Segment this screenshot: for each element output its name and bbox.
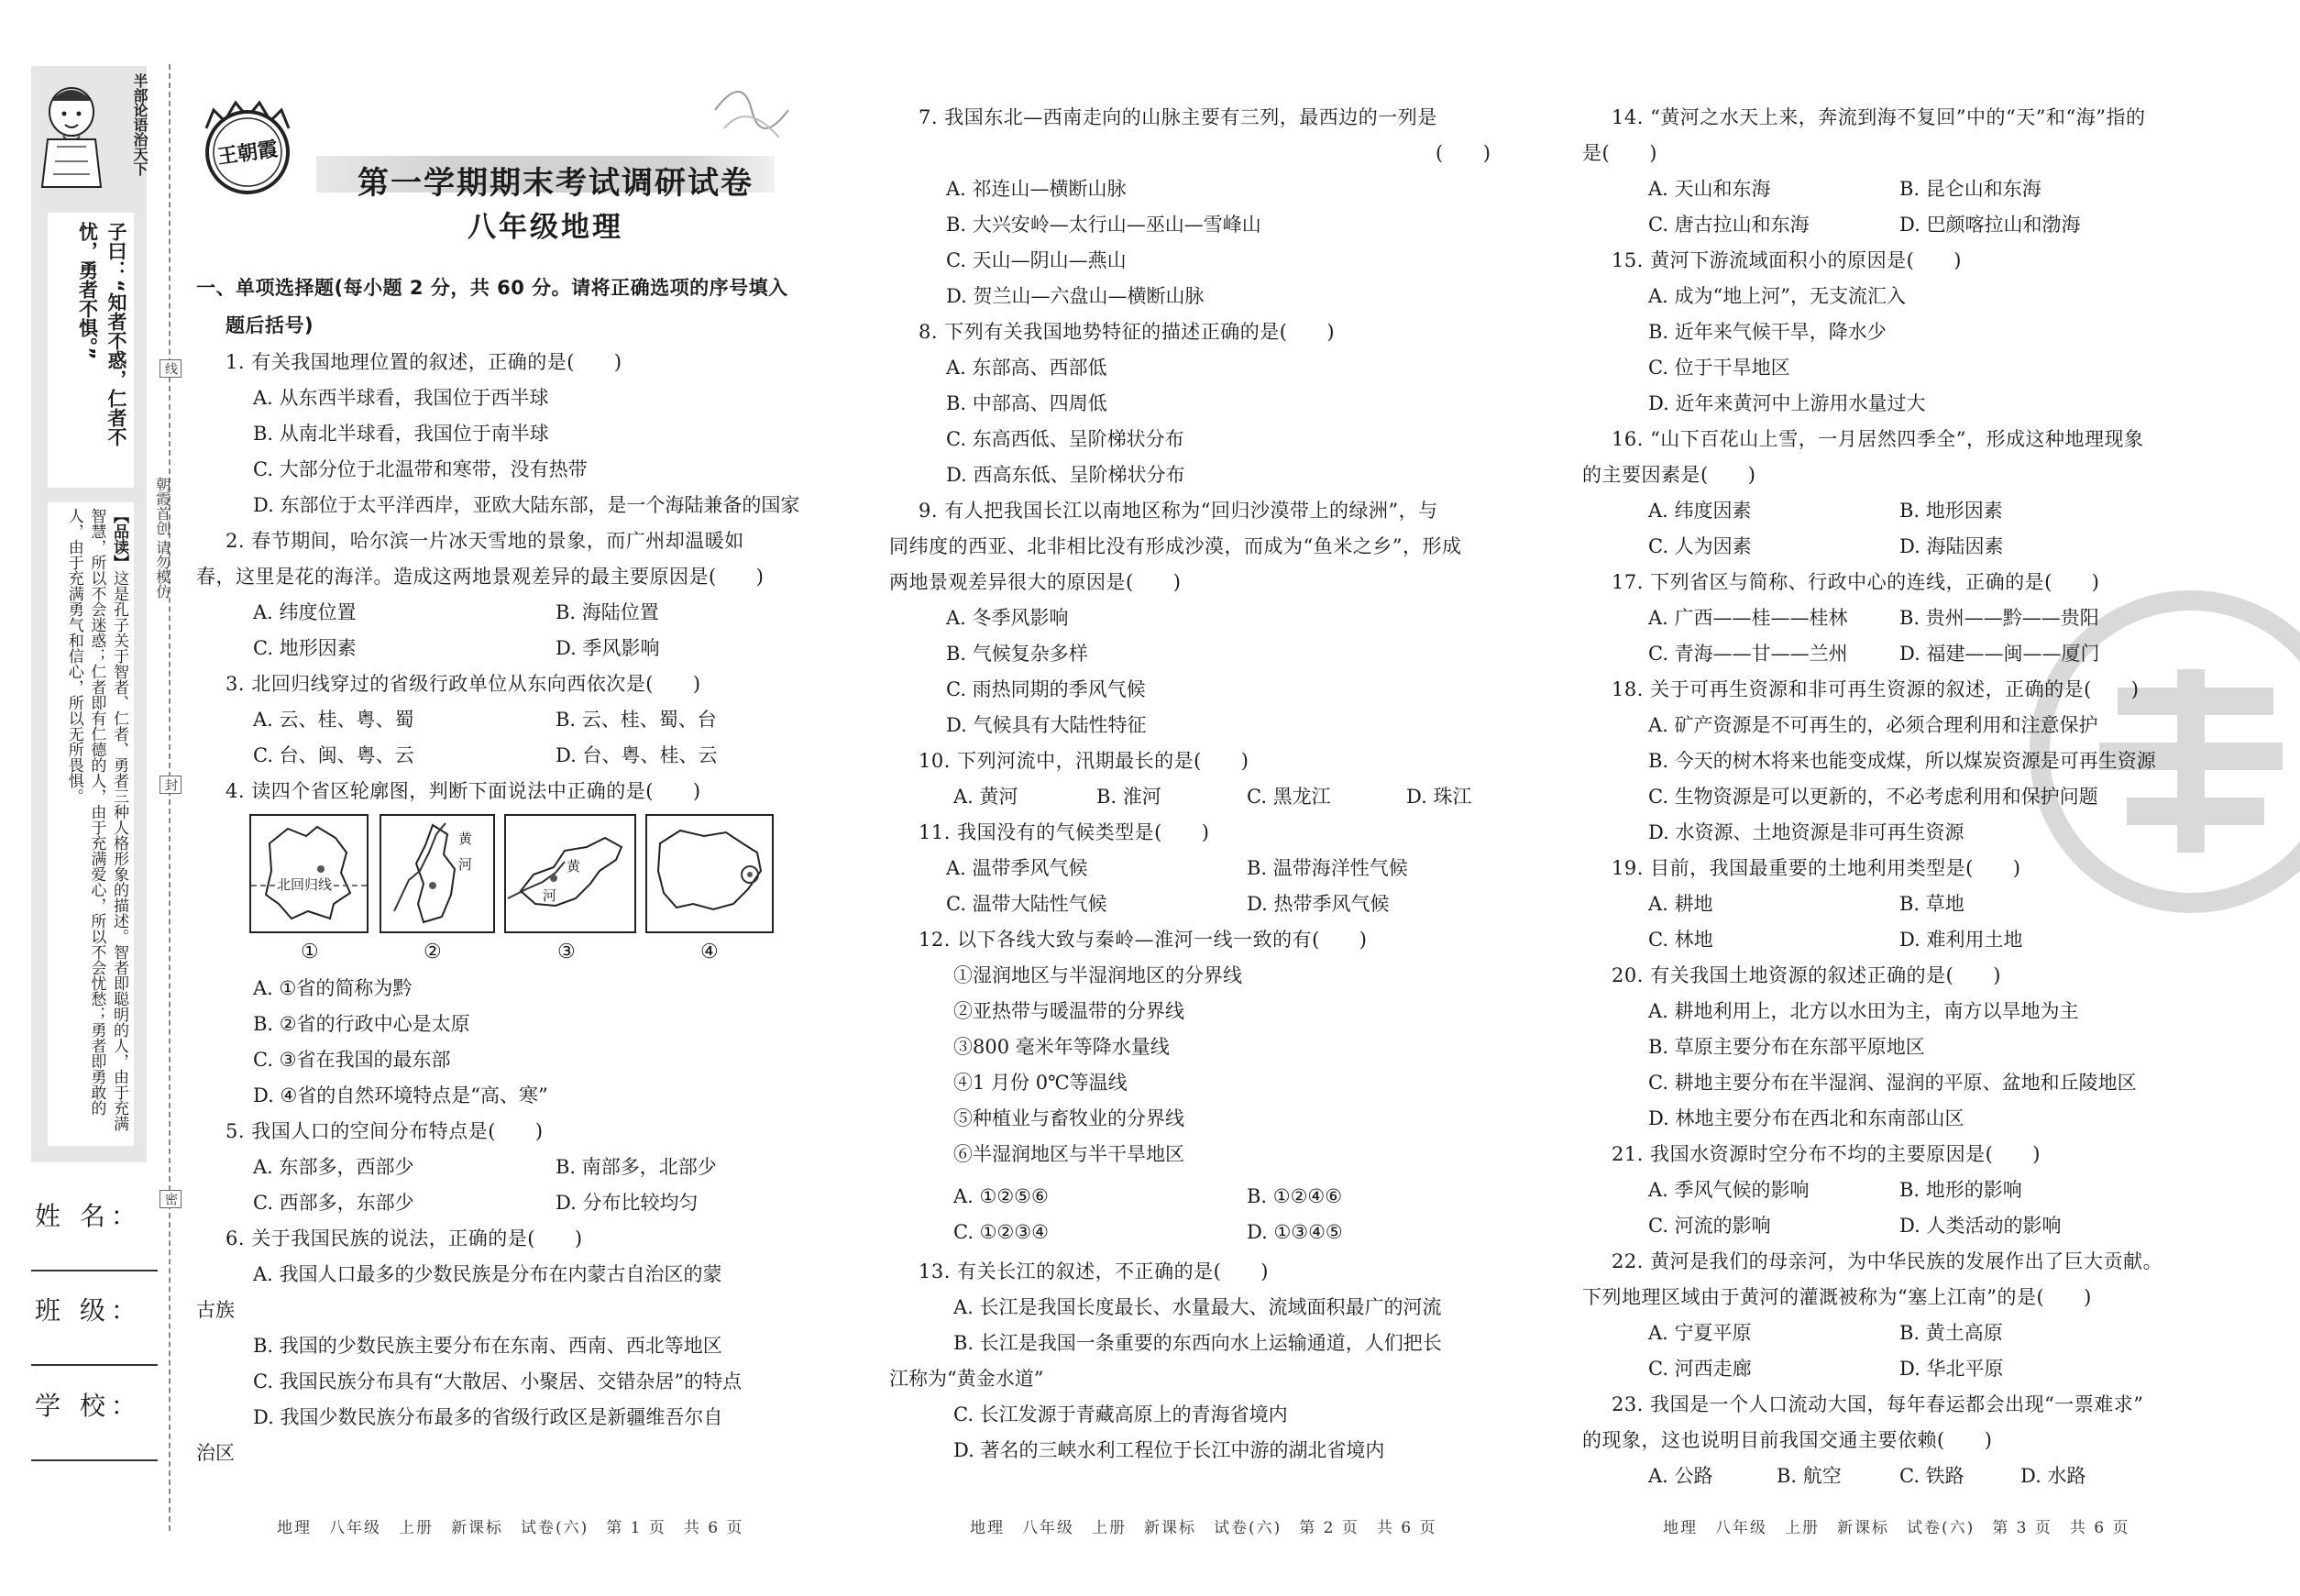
q14-option-c[interactable]: C. 唐古拉山和东海 bbox=[1648, 214, 1810, 236]
q22-option-c[interactable]: C. 河西走廊 bbox=[1648, 1358, 1752, 1380]
question-22-cont: 下列地理区域由于黄河的灌溉被称为“塞上江南”的是( ) bbox=[1582, 1286, 2092, 1308]
province-map-3 bbox=[504, 814, 636, 933]
q3-option-c[interactable]: C. 台、闽、粤、云 bbox=[253, 744, 414, 766]
q1-option-d[interactable]: D. 东部位于太平洋西岸，亚欧大陆东部，是一个海陆兼备的国家 bbox=[253, 494, 800, 516]
q8-option-b[interactable]: B. 中部高、四周低 bbox=[946, 392, 1107, 414]
q18-option-b[interactable]: B. 今天的树木将来也能变成煤，所以煤炭资源是可再生资源 bbox=[1648, 750, 2156, 772]
q8-option-a[interactable]: A. 东部高、西部低 bbox=[946, 357, 1107, 379]
corner-quote: 半部论语治天下 bbox=[131, 73, 149, 176]
q23-option-b[interactable]: B. 航空 bbox=[1777, 1465, 1842, 1487]
q12-option-c[interactable]: C. ①②③④ bbox=[953, 1221, 1049, 1243]
q9-option-c[interactable]: C. 雨热同期的季风气候 bbox=[946, 678, 1146, 700]
province-map-2 bbox=[380, 814, 495, 933]
q6-option-a[interactable]: A. 我国人口最多的少数民族是分布在内蒙古自治区的蒙 bbox=[253, 1263, 722, 1285]
quote-box bbox=[48, 213, 134, 488]
q18-option-a[interactable]: A. 矿产资源是不可再生的，必须合理利用和注意保护 bbox=[1648, 714, 2098, 736]
page-footer-1: 地理 八年级 上册 新课标 试卷(六) 第 1 页 共 6 页 bbox=[277, 1519, 744, 1537]
page-footer-2: 地理 八年级 上册 新课标 试卷(六) 第 2 页 共 6 页 bbox=[970, 1519, 1437, 1537]
q17-option-b[interactable]: B. 贵州——黔——贵阳 bbox=[1899, 607, 2099, 629]
logo-text: 王朝霞 bbox=[215, 137, 280, 170]
pindu-label: 【品读】 bbox=[110, 508, 128, 570]
bind-mark-line: 线 bbox=[160, 359, 182, 378]
map3-label-huang: 黄 bbox=[567, 858, 581, 875]
q15-option-d[interactable]: D. 近年来黄河中上游用水量过大 bbox=[1648, 392, 1926, 414]
question-4: 4. 读四个省区轮廓图，判断下面说法中正确的是( ) bbox=[226, 780, 701, 802]
name-label: 姓 名： bbox=[35, 1201, 142, 1231]
q20-option-b[interactable]: B. 草原主要分布在东部平原地区 bbox=[1648, 1036, 1925, 1058]
section-heading: 一、单项选择题(每小题 2 分，共 60 分。请将正确选项的序号填入 bbox=[196, 277, 788, 299]
q20-option-a[interactable]: A. 耕地利用上，北方以水田为主，南方以旱地为主 bbox=[1648, 1000, 2079, 1022]
q14-option-d[interactable]: D. 巴颜喀拉山和渤海 bbox=[1899, 214, 2081, 236]
map-number-1: ① bbox=[301, 941, 319, 963]
decorative-ribbon-icon bbox=[697, 73, 798, 156]
province-map-1 bbox=[249, 814, 369, 933]
q2-option-b[interactable]: B. 海陆位置 bbox=[556, 601, 659, 623]
q7-option-a[interactable]: A. 祁连山—横断山脉 bbox=[946, 178, 1127, 200]
q18-option-c[interactable]: C. 生物资源是可以更新的，不必考虑利用和保护问题 bbox=[1648, 786, 2098, 808]
name-field[interactable] bbox=[31, 1270, 158, 1271]
question-9-cont: 同纬度的西亚、北非相比没有形成沙漠，而成为“鱼米之乡”，形成 bbox=[889, 535, 1462, 557]
question-5: 5. 我国人口的空间分布特点是( ) bbox=[226, 1120, 544, 1142]
question-22: 22. 黄河是我们的母亲河，为中华民族的发展作出了巨大贡献。 bbox=[1612, 1250, 2163, 1272]
q4-option-c[interactable]: C. ③省在我国的最东部 bbox=[253, 1049, 451, 1071]
q5-option-c[interactable]: C. 西部多，东部少 bbox=[253, 1192, 414, 1214]
question-20: 20. 有关我国土地资源的叙述正确的是( ) bbox=[1612, 964, 2001, 986]
q15-option-a[interactable]: A. 成为“地上河”，无支流汇入 bbox=[1648, 285, 1906, 307]
q21-option-a[interactable]: A. 季风气候的影响 bbox=[1648, 1179, 1810, 1201]
q19-option-c[interactable]: C. 林地 bbox=[1648, 929, 1713, 951]
q22-option-d[interactable]: D. 华北平原 bbox=[1899, 1358, 2004, 1380]
question-9-cont-2: 两地景观差异很大的原因是( ) bbox=[889, 571, 1182, 593]
q12-option-b[interactable]: B. ①②④⑥ bbox=[1247, 1185, 1343, 1207]
q19-option-a[interactable]: A. 耕地 bbox=[1648, 893, 1713, 915]
q11-option-c[interactable]: C. 温带大陆性气候 bbox=[946, 893, 1107, 915]
q6-option-c[interactable]: C. 我国民族分布具有“大散居、小聚居、交错杂居”的特点 bbox=[253, 1370, 743, 1392]
pindu-box bbox=[48, 502, 134, 1146]
question-2-cont: 春，这里是花的海洋。造成这两地景观差异的最主要原因是( ) bbox=[196, 566, 765, 588]
q4-option-d[interactable]: D. ④省的自然环境特点是“高、寒” bbox=[253, 1084, 548, 1106]
pindu-body: 这是孔子关于智者、仁者、勇者三种人格形象的描述。智者即聪明的人，由于充满智慧，所以不会迷惑；仁者即有仁德的人，由于充满爱心，所以不会忧愁；勇者即勇敢的人，由于充满勇气和信心，所以无所畏惧。 bbox=[64, 508, 128, 1131]
q16-option-d[interactable]: D. 海陆因素 bbox=[1899, 535, 2004, 557]
q1-option-c[interactable]: C. 大部分位于北温带和寒带，没有热带 bbox=[253, 458, 588, 480]
q3-option-d[interactable]: D. 台、粤、桂、云 bbox=[556, 744, 718, 766]
pindu-text bbox=[62, 508, 130, 1140]
exam-title: 第一学期期末考试调研试卷 bbox=[358, 165, 754, 202]
q22-option-a[interactable]: A. 宁夏平原 bbox=[1648, 1322, 1752, 1344]
q9-option-d[interactable]: D. 气候具有大陆性特征 bbox=[946, 714, 1147, 736]
logo-seal-icon bbox=[188, 92, 307, 197]
question-6: 6. 关于我国民族的说法，正确的是( ) bbox=[226, 1227, 583, 1249]
q6-option-b[interactable]: B. 我国的少数民族主要分布在东南、西南、西北等地区 bbox=[253, 1335, 722, 1357]
q12-item-5: ⑤种植业与畜牧业的分界线 bbox=[953, 1107, 1184, 1129]
q15-option-c[interactable]: C. 位于干旱地区 bbox=[1648, 357, 1790, 379]
school-field[interactable] bbox=[31, 1459, 158, 1461]
q12-item-4: ④1 月份 0℃等温线 bbox=[953, 1072, 1128, 1094]
q6-option-d[interactable]: D. 我国少数民族分布最多的省级行政区是新疆维吾尔自 bbox=[253, 1406, 723, 1428]
province-map-4 bbox=[645, 814, 774, 933]
question-18: 18. 关于可再生资源和非可再生资源的叙述，正确的是( ) bbox=[1612, 678, 2140, 700]
map1-label-tropic: 北回归线 bbox=[277, 876, 333, 893]
q8-option-d[interactable]: D. 西高东低、呈阶梯状分布 bbox=[946, 464, 1185, 486]
q20-option-c[interactable]: C. 耕地主要分布在半湿润、湿润的平原、盆地和丘陵地区 bbox=[1648, 1072, 2137, 1094]
bind-mark-secret: 密 bbox=[160, 1190, 182, 1208]
q22-option-b[interactable]: B. 黄土高原 bbox=[1899, 1322, 2003, 1344]
question-8: 8. 下列有关我国地势特征的描述正确的是( ) bbox=[919, 321, 1336, 343]
q14-option-b[interactable]: B. 昆仑山和东海 bbox=[1899, 178, 2041, 200]
q12-item-3: ③800 毫米年等降水量线 bbox=[953, 1036, 1170, 1058]
map-number-4: ④ bbox=[700, 941, 719, 963]
q13-option-c[interactable]: C. 长江发源于青藏高原上的青海省境内 bbox=[953, 1403, 1288, 1425]
map-number-2: ② bbox=[424, 941, 442, 963]
school-label: 学 校： bbox=[35, 1391, 142, 1421]
q1-option-a[interactable]: A. 从东西半球看，我国位于西半球 bbox=[253, 387, 549, 409]
q5-option-a[interactable]: A. 东部多，西部少 bbox=[253, 1156, 414, 1178]
map2-label-huang: 黄 bbox=[458, 831, 473, 847]
q9-option-b[interactable]: B. 气候复杂多样 bbox=[946, 643, 1088, 665]
q21-option-c[interactable]: C. 河流的影响 bbox=[1648, 1215, 1771, 1237]
q3-option-b[interactable]: B. 云、桂、蜀、台 bbox=[556, 709, 717, 731]
q17-option-c[interactable]: C. 青海——甘——兰州 bbox=[1648, 643, 1848, 665]
section-heading-2: 题后括号) bbox=[226, 314, 314, 336]
q6-option-d-cont: 治区 bbox=[196, 1442, 235, 1464]
q12-option-d[interactable]: D. ①③④⑤ bbox=[1247, 1221, 1343, 1243]
q10-option-a[interactable]: A. 黄河 bbox=[953, 786, 1018, 808]
q10-option-d[interactable]: D. 珠江 bbox=[1406, 786, 1472, 808]
q23-option-c[interactable]: C. 铁路 bbox=[1899, 1465, 1964, 1487]
binding-line bbox=[169, 64, 171, 1531]
q2-option-d[interactable]: D. 季风影响 bbox=[556, 637, 660, 659]
q23-option-d[interactable]: D. 水路 bbox=[2020, 1465, 2086, 1487]
question-21: 21. 我国水资源时空分布不均的主要原因是( ) bbox=[1612, 1143, 2041, 1165]
q17-option-a[interactable]: A. 广西——桂——桂林 bbox=[1648, 607, 1848, 629]
question-23-cont: 的现象，这也说明目前我国交通主要依赖( ) bbox=[1582, 1429, 1993, 1451]
q12-option-a[interactable]: A. ①②⑤⑥ bbox=[953, 1185, 1049, 1207]
q19-option-d[interactable]: D. 难利用土地 bbox=[1899, 929, 2023, 951]
q5-option-b[interactable]: B. 南部多，北部少 bbox=[556, 1156, 717, 1178]
q12-item-6: ⑥半湿润地区与半干旱地区 bbox=[953, 1143, 1184, 1165]
q4-option-b[interactable]: B. ②省的行政中心是太原 bbox=[253, 1013, 470, 1035]
question-9: 9. 有人把我国长江以南地区称为“回归沙漠带上的绿洲”，与 bbox=[919, 500, 1438, 522]
q13-option-b-cont: 江称为“黄金水道” bbox=[889, 1368, 1044, 1390]
class-field[interactable] bbox=[31, 1364, 158, 1366]
q10-option-b[interactable]: B. 淮河 bbox=[1096, 786, 1161, 808]
cartoon-confucius-icon bbox=[35, 73, 108, 193]
q7-option-d[interactable]: D. 贺兰山—六盘山—横断山脉 bbox=[946, 285, 1205, 307]
q15-option-b[interactable]: B. 近年来气候干旱，降水少 bbox=[1648, 321, 1887, 343]
map2-label-he: 河 bbox=[458, 856, 473, 873]
question-2: 2. 春节期间，哈尔滨一片冰天雪地的景象，而广州却温暖如 bbox=[226, 530, 744, 552]
q9-option-a[interactable]: A. 冬季风影响 bbox=[946, 607, 1069, 629]
question-14: 14. “黄河之水天上来，奔流到海不复回”中的“天”和“海”指的 bbox=[1612, 106, 2146, 128]
exam-subtitle: 八年级地理 bbox=[468, 211, 623, 244]
question-3: 3. 北回归线穿过的省级行政单位从东向西依次是( ) bbox=[226, 673, 701, 695]
question-14-cont: 是( ) bbox=[1582, 142, 1657, 164]
q13-option-b[interactable]: B. 长江是我国一条重要的东西向水上运输通道，人们把长 bbox=[953, 1332, 1442, 1354]
q6-option-a-cont: 古族 bbox=[196, 1299, 235, 1321]
q11-option-a[interactable]: A. 温带季风气候 bbox=[946, 857, 1088, 879]
question-23: 23. 我国是一个人口流动大国，每年春运都会出现“一票难求” bbox=[1612, 1393, 2144, 1415]
q18-option-d[interactable]: D. 水资源、土地资源是非可再生资源 bbox=[1648, 821, 1964, 843]
q7-option-c[interactable]: C. 天山—阴山—燕山 bbox=[946, 249, 1127, 271]
quote-main: 子曰：“知者不惑，仁者不忧，勇者不惧。” bbox=[76, 222, 127, 446]
q16-option-b[interactable]: B. 地形因素 bbox=[1899, 500, 2003, 522]
question-10: 10. 下列河流中，汛期最长的是( ) bbox=[919, 750, 1249, 772]
question-11: 11. 我国没有的气候类型是( ) bbox=[919, 821, 1210, 843]
q13-option-a[interactable]: A. 长江是我国长度最长、水量最大、流域面积最广的河流 bbox=[953, 1296, 1442, 1318]
q5-option-d[interactable]: D. 分布比较均匀 bbox=[556, 1192, 699, 1214]
q11-option-d[interactable]: D. 热带季风气候 bbox=[1247, 893, 1390, 915]
q12-item-2: ②亚热带与暖温带的分界线 bbox=[953, 1000, 1184, 1022]
q4-option-a[interactable]: A. ①省的简称为黔 bbox=[253, 977, 413, 999]
side-note: 朝霞首创 请勿模仿 bbox=[153, 477, 171, 600]
q2-option-a[interactable]: A. 纬度位置 bbox=[253, 601, 357, 623]
question-7-paren: ( ) bbox=[1436, 142, 1491, 164]
q1-option-b[interactable]: B. 从南北半球看，我国位于南半球 bbox=[253, 423, 549, 445]
q11-option-b[interactable]: B. 温带海洋性气候 bbox=[1247, 857, 1408, 879]
q21-option-d[interactable]: D. 人类活动的影响 bbox=[1899, 1215, 2062, 1237]
q14-option-a[interactable]: A. 天山和东海 bbox=[1648, 178, 1771, 200]
q13-option-d[interactable]: D. 著名的三峡水利工程位于长江中游的湖北省境内 bbox=[953, 1439, 1385, 1461]
question-16-cont: 的主要因素是( ) bbox=[1582, 464, 1756, 486]
class-label: 班 级： bbox=[35, 1295, 142, 1326]
q23-option-a[interactable]: A. 公路 bbox=[1648, 1465, 1713, 1487]
question-7: 7. 我国东北—西南走向的山脉主要有三列，最西边的一列是 bbox=[919, 106, 1437, 128]
question-15: 15. 黄河下游流域面积小的原因是( ) bbox=[1612, 249, 1962, 271]
question-17: 17. 下列省区与简称、行政中心的连线，正确的是( ) bbox=[1612, 571, 2100, 593]
map3-label-he: 河 bbox=[543, 887, 557, 904]
q3-option-a[interactable]: A. 云、桂、粤、蜀 bbox=[253, 709, 414, 731]
q16-option-c[interactable]: C. 人为因素 bbox=[1648, 535, 1752, 557]
q16-option-a[interactable]: A. 纬度因素 bbox=[1648, 500, 1752, 522]
q7-option-b[interactable]: B. 大兴安岭—太行山—巫山—雪峰山 bbox=[946, 214, 1261, 236]
q12-item-1: ①湿润地区与半湿润地区的分界线 bbox=[953, 964, 1242, 986]
q20-option-d[interactable]: D. 林地主要分布在西北和东南部山区 bbox=[1648, 1107, 1964, 1129]
map-number-3: ③ bbox=[557, 941, 576, 963]
q19-option-b[interactable]: B. 草地 bbox=[1899, 893, 1964, 915]
bind-mark-seal: 封 bbox=[160, 776, 182, 794]
question-16: 16. “山下百花山上雪，一月居然四季全”，形成这种地理现象 bbox=[1612, 428, 2144, 450]
q8-option-c[interactable]: C. 东高西低、呈阶梯状分布 bbox=[946, 428, 1184, 450]
q17-option-d[interactable]: D. 福建——闽——厦门 bbox=[1899, 643, 2100, 665]
question-12: 12. 以下各线大致与秦岭—淮河一线一致的有( ) bbox=[919, 929, 1368, 951]
question-13: 13. 有关长江的叙述，不正确的是( ) bbox=[919, 1260, 1269, 1282]
q10-option-c[interactable]: C. 黑龙江 bbox=[1247, 786, 1331, 808]
q21-option-b[interactable]: B. 地形的影响 bbox=[1899, 1179, 2022, 1201]
question-19: 19. 目前，我国最重要的土地利用类型是( ) bbox=[1612, 857, 2021, 879]
q2-option-c[interactable]: C. 地形因素 bbox=[253, 637, 357, 659]
question-1: 1. 有关我国地理位置的叙述，正确的是( ) bbox=[226, 351, 622, 373]
page-footer-3: 地理 八年级 上册 新课标 试卷(六) 第 3 页 共 6 页 bbox=[1663, 1519, 2130, 1537]
